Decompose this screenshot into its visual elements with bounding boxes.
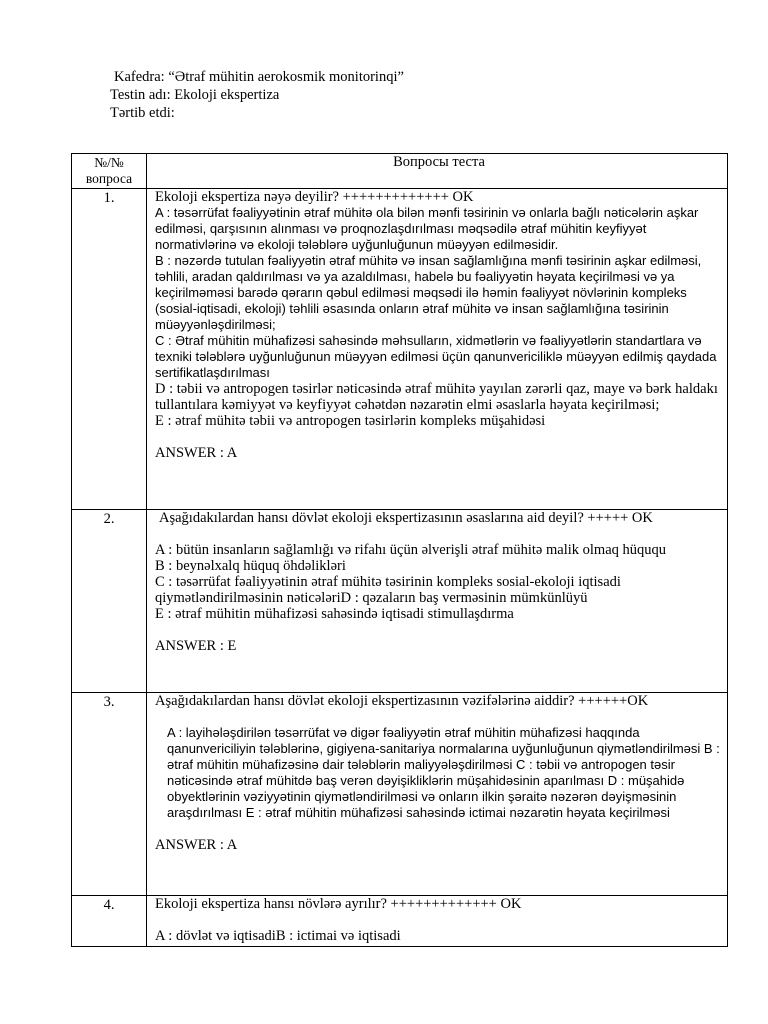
table-row — [72, 693, 728, 896]
option-a: A : təsərrüfat fəaliyyətinin ətraf mühitə ola bilən mənfi təsirinin və onlarla bağlı nəticələrin aşkar edilməsi, qarşısının alınması və proqnozlaşdırılması məqsədilə ətraf mühitin keyfiyyət normativlərinə və ekoloji tələblərə uyğunluğunun müəyyən edilməsidir. — [155, 205, 699, 252]
compiled-by-line: Tərtib etdi: — [110, 105, 175, 121]
table-row — [72, 189, 728, 510]
question-cell — [147, 510, 728, 693]
question-text: Ekoloji ekspertiza hansı növlərə ayrılır? +++++++++++++ OK — [155, 896, 522, 912]
answer-text: ANSWER : E — [155, 638, 237, 654]
question-number: 1. — [72, 189, 147, 510]
table-row — [72, 896, 728, 947]
option-a: A : dövlət və iqtisadiB : ictimai və iqtisadi — [155, 928, 401, 944]
options-text: A : layihələşdirilən təsərrüfat və digər fəaliyyətin ətraf mühitin mühafizəsi haqqında qanunvericiliyin tələblərinə, gigiyena-sanitariya normalarına uyğunluğunun qiymətləndirilməsi B : ətraf mühitin mühafizəsinə dair tələblərin maliyyələşdirilməsi C : təbii və antropogen təsir nəticəsində ətraf mühitdə baş verən dəyişikliklərin müşahidəsinin aparılması D : müşahidə obyektlərinin vəziyyətinin qiymətləndirilməsi və onların ilkin şəraitə nəzərən dəyişməsinin araşdırılması E : ətraf mühitin mühafizəsi sahəsində ictimai nəzarətin həyata keçirilməsi — [167, 725, 720, 820]
question-number-header: №/№ вопроса — [72, 154, 147, 189]
question-text: Aşağıdakılardan hansı dövlət ekoloji ekspertizasının əsaslarına aid deyil? +++++ OK — [159, 510, 653, 526]
document-header — [110, 68, 404, 122]
department-line: Kafedra: “Ətraf mühitin aerokosmik monitorinqi” — [114, 69, 404, 85]
test-name-line: Testin adı: Ekoloji ekspertiza — [110, 87, 280, 103]
question-number: 2. — [72, 510, 147, 693]
answer-text: ANSWER : A — [155, 837, 238, 853]
question-number: 3. — [72, 693, 147, 896]
option-b: B : beynəlxalq hüquq öhdəlikləri — [155, 558, 346, 574]
question-text: Aşağıdakılardan hansı dövlət ekoloji ekspertizasının vəzifələrinə aiddir? ++++++OK — [155, 693, 649, 709]
option-b: B : nəzərdə tutulan fəaliyyətin ətraf mühitə və insan sağlamlığına mənfi təsirinin aşkar edilməsi, təhlili, aradan qaldırılması və ya azaldılması, habelə bu fəaliyyətin həyata keçirilməsi və ya keçirilməməsi barədə qərarın qəbul edilməsi məqsədi ilə həmin fəaliyyət növlərinin kompleks (sosial-iqtisadi, ekoloji) təhlili əsasında onların ətraf mühitə və insan sağlamlığına təsirinin müəyyənləşdirilməsi; — [155, 253, 702, 332]
option-a: A : bütün insanların sağlamlığı və rifahı üçün əlverişli ətraf mühitə malik olmaq hüququ — [155, 542, 667, 558]
option-e: E : ətraf mühitə təbii və antropogen təsirlərin kompleks müşahidəsi — [155, 413, 546, 429]
question-number: 4. — [72, 896, 147, 947]
question-text: Ekoloji ekspertiza nəyə deyilir? +++++++++++++ OK — [155, 189, 474, 205]
option-d: D : təbii və antropogen təsirlər nəticəsində ətraf mühitə yayılan zərərli qaz, maye və bərk haldakı tullantılara kəmiyyət və keyfiyyət cəhətdən nəzarətin elmi əsaslarla həyata keçirilməsi; — [155, 381, 718, 413]
questions-header: Вопросы теста — [147, 154, 728, 189]
table-header-row — [72, 154, 728, 189]
table-row — [72, 510, 728, 693]
questions-table — [71, 153, 728, 947]
option-c: C : təsərrüfat fəaliyyətinin ətraf mühitə təsirinin kompleks sosial-ekoloji iqtisadi qiymətləndirilməsinin nəticələriD : qəzaların baş verməsinin mümkünlüyü — [155, 574, 621, 606]
option-c: C : Ətraf mühitin mühafizəsi sahəsində məhsulların, xidmətlərin və fəaliyyətlərin standartlara və texniki tələblərə uyğunluğunun müəyyən edilməsi üçün qanunvericiliklə müəyyən edilmiş qaydada sertifikatlaşdırılması — [155, 333, 717, 380]
question-cell — [147, 693, 728, 896]
question-cell — [147, 896, 728, 947]
option-e: E : ətraf mühitin mühafizəsi sahəsində iqtisadi stimullaşdırma — [155, 606, 514, 622]
question-cell — [147, 189, 728, 510]
answer-text: ANSWER : A — [155, 445, 238, 461]
